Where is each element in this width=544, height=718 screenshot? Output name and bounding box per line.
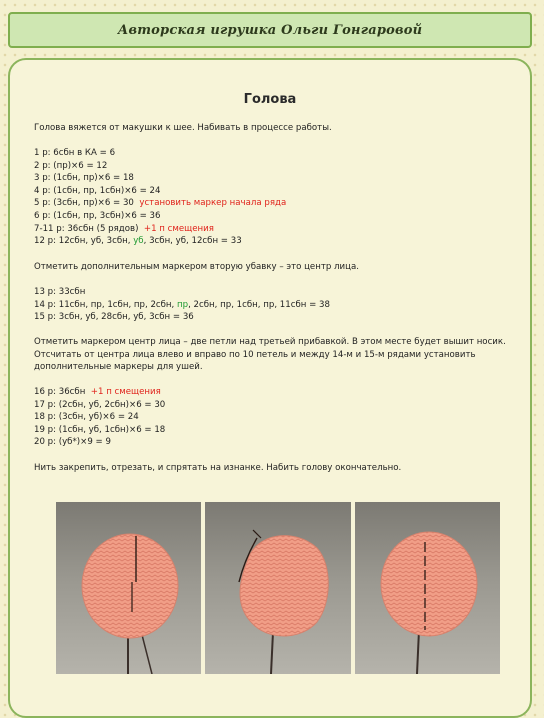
row-line: 2 р: (пр)×6 = 12 [34,160,108,171]
header-banner [8,12,532,48]
face-note-line: Отметить маркером центр лица – две петли над третьей прибавкой. В этом месте будет вышит носик. [34,337,506,347]
row-text-pre: 14 р: 11сбн, пр, 1сбн, пр, 2сбн, [34,299,178,310]
row-line: 13 р: 33сбн [34,287,86,297]
row-line: 1 р: 6сбн в КА = 6 [34,148,116,158]
row-line: 19 р: (1сбн, уб, 1сбн)×6 = 18 [34,424,166,435]
row-line: 20 р: (уб*)×9 = 9 [34,437,111,448]
face-note-line: Отсчитать от центра лица влево и вправо по 10 петель и между 14-м и 15-м рядами установить [34,349,476,360]
row-line [34,235,504,248]
row-text: 5 р: (3сбн, пр)×6 = 30 [34,198,134,209]
marker-note-line: Отметить дополнительным маркером вторую убавку – это центр лица. [34,262,359,272]
row-text-post: , 2сбн, пр, 1сбн, пр, 11сбн = 38 [188,299,330,310]
row-line: 6 р: (1сбн, пр, 3сбн)×6 = 36 [34,210,161,221]
row-line: 15 р: 3сбн, уб, 28сбн, уб, 3сбн = 36 [34,312,194,323]
row-text-highlight: пр [177,299,189,310]
rows-block-3 [34,386,504,449]
row-line [34,386,504,399]
intro-line: Голова вяжется от макушки к шее. Набивать в процессе работы. [34,123,332,133]
row-text-post: , 3сбн, уб, 12сбн = 33 [143,236,242,247]
rows-block-2 [34,286,504,324]
head-back-illustration [355,502,500,674]
rows-block-1 [34,147,504,248]
row-note: установить маркер начала ряда [139,198,287,209]
head-front-illustration [56,502,201,674]
finish-line: Нить закрепить, отрезать, и спрятать на изнанке. Набить голову окончательно. [34,463,402,473]
content-panel [8,58,532,718]
row-note: +1 п смещения [90,387,161,397]
marker-note [34,261,504,274]
photo-head-side [205,502,350,674]
row-text: 7-11 р: 36сбн (5 рядов) [34,223,139,234]
row-note: +1 п смещения [143,223,214,234]
row-line: 4 р: (1сбн, пр, 1сбн)×6 = 24 [34,185,161,196]
head-side-illustration [205,502,350,674]
photo-strip [56,502,500,682]
row-line: 3 р: (1сбн, пр)×6 = 18 [34,173,134,184]
row-text: 16 р: 36сбн [34,387,86,397]
row-line: 18 р: (3сбн, уб)×6 = 24 [34,412,139,423]
intro-text [34,122,504,135]
header-title: Авторская игрушка Ольги Гонгаровой [117,22,423,38]
finish-note [34,462,504,475]
face-note [34,336,504,374]
section-title: Голова [243,92,297,107]
photo-head-front [56,502,201,674]
photo-head-back [355,502,500,674]
face-note-line: дополнительные маркеры для ушей. [34,362,203,373]
row-text-highlight: уб [133,236,144,247]
row-line [34,299,504,312]
row-text-pre: 12 р: 12сбн, уб, 3сбн, [34,236,134,247]
row-line [34,223,504,236]
row-line: 17 р: (2сбн, уб, 2сбн)×6 = 30 [34,399,166,410]
row-line [34,197,504,210]
